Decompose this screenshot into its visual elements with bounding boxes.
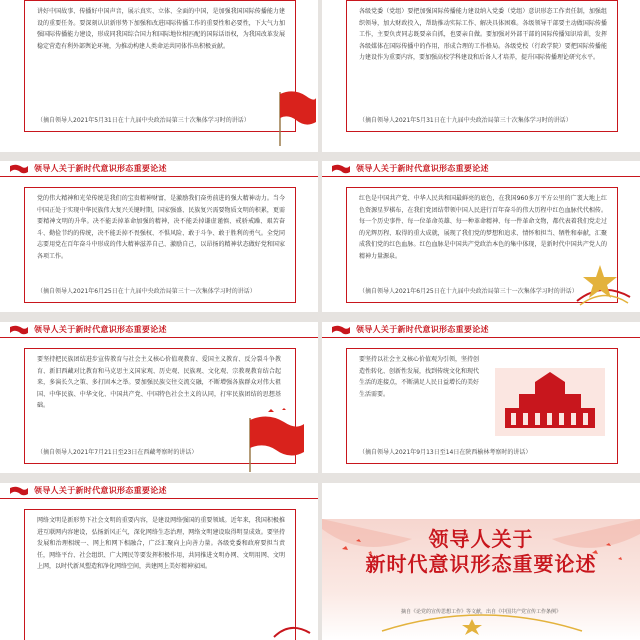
flag-icon: [10, 164, 28, 174]
quote-text: 要坚持以社会主义核心价值观为引领，坚持创造性转化、创新性发展，找到传统文化和现代生活的连接点，不断满足人民日益增长的美好生活需要。: [359, 356, 480, 398]
header-rule: [322, 176, 640, 177]
slide-2[interactable]: [322, 0, 640, 152]
quote-text: 要坚持把民族团结进步宣传教育与社会主义核心价值观教育、爱国主义教育、反分裂斗争教育、新旧西藏对比教育和马克思主义国家观、历史观、民族观、文化观、宗教观教育结合起来，多演长久之策、多打固本之举。要加强民族交往交流交融，不断增强各族群众对伟大祖国、中华民族、中华文化、中国共产党、中国特色社会主义的认同，打牢民族团结的思想基础。: [37, 356, 281, 409]
header-rule: [0, 176, 318, 177]
slide-4[interactable]: [322, 161, 640, 312]
quote-panel: [24, 187, 296, 303]
quote-source: （摘自领导人2021年6月25日在十九届中央政治局第三十一次集体学习时的讲话）: [359, 288, 578, 295]
slide-5[interactable]: [0, 322, 318, 473]
red-flag-icon: [262, 88, 318, 148]
flag-icon: [332, 325, 350, 335]
slide-header: [322, 322, 640, 340]
slide-header: [322, 161, 640, 179]
flag-icon: [10, 325, 28, 335]
ribbon-icon: [272, 615, 312, 640]
quote-panel: [346, 0, 618, 132]
slide-6-footer: [322, 483, 640, 519]
cover-slide[interactable]: [322, 519, 640, 640]
slide-3[interactable]: [0, 161, 318, 312]
quote-source: （摘自领导人2021年7月21日至23日在西藏考察时的讲话）: [37, 449, 198, 456]
star-icon: [572, 261, 632, 311]
quote-text: 网络文明是新形势下社会文明的重要内容，是建设网络强国的重要领域。近年来，我国积极推进互联网内容建设，弘扬新风正气，深化网络生态治理，网络文明建设取得明显成效。要坚持发展和治理相统一、网上和网下相融合，广泛汇聚向上向善力量。各级党委和政府要担当责任，网络平台、社会组织、广大网民等要发挥积极作用，共同推进文明办网、文明用网、文明上网，以时代新风塑造和净化网络空间，共建网上美好精神家园。: [37, 517, 285, 570]
quote-source: （摘自领导人2021年5月31日在十九届中央政治局第三十次集体学习时的讲话）: [359, 117, 572, 124]
slide-title: 领导人关于新时代意识形态重要论述: [356, 325, 489, 334]
slide-title: 领导人关于新时代意识形态重要论述: [34, 164, 167, 173]
quote-source: （摘自领导人2021年9月13日至14日在陕西榆林考察时的讲话）: [359, 449, 532, 456]
quote-text: 各级党委（党组）要把加强国际传播能力建设纳入党委（党组）意识形态工作责任制，加强组织领导，加大财政投入，帮助推动实际工作、解决具体困难。各级领导干部要主动做国际传播工作，主要负责同志既要亲自抓，也要亲自做。要加强对外部干部的国际传播知识培训，发挥各级媒体在国际传播中的作用，形成合理的工作格局。各级党校（行政学院）要把国际传播能力建设作为重要内容，要加强高校学科建设和后备人才培养，提升国际传播理论研究水平。: [359, 8, 607, 61]
slide-title: 领导人关于新时代意识形态重要论述: [34, 325, 167, 334]
quote-text: 讲好中国故事、传播好中国声音，展示真实、立体、全面的中国，是加强我国国际传播能力建设的重要任务。要深刻认识新形势下加强和改进国际传播工作的重要性和必要性，下大气力加强国际传播能力建设，形成同我国综合国力和国际地位相匹配的国际话语权，为我国改革发展稳定营造有利外部舆论环境，为推动构建人类命运共同体作出积极贡献。: [37, 8, 285, 50]
red-flag-icon: [238, 408, 308, 473]
quote-source: （摘自领导人2021年6月25日在十九届中央政治局第三十一次集体学习时的讲话）: [37, 288, 256, 295]
building-icon: [495, 368, 605, 436]
header-rule: [322, 337, 640, 338]
slide-7[interactable]: [0, 483, 318, 640]
cover-title-line-2: 新时代意识形态重要论述: [365, 552, 597, 576]
quote-panel: [24, 0, 296, 132]
slide-1[interactable]: [0, 0, 318, 152]
cover-subtitle: 摘自《论党的宣传思想工作》等文献，出自《中国共产党宣传工作条例》: [400, 609, 561, 615]
quote-source: （摘自领导人2021年5月31日在十九届中央政治局第三十次集体学习时的讲话）: [37, 117, 250, 124]
flag-icon: [10, 486, 28, 496]
slide-header: [0, 322, 318, 340]
quote-text: 红色是中国共产党、中华人民共和国最鲜亮的底色，在我国960多万平方公里的广袤大地上红色资源星罗棋布，在我们党团结带领中国人民进行百年奋斗的伟大历程中红色血脉代代相传。每一个历史事件、每一位革命英雄、每一种革命精神、每一件革命文物，都代表着我们党走过的光辉历程、取得的重大成就，展现了我们党的梦想和追求、情怀和担当、牺牲和奉献，汇聚成我们党的红色血脉。红色血脉是中国共产党政治本色的集中体现，是新时代中国共产党人的精神力量源泉。: [359, 195, 607, 260]
quote-panel: [346, 348, 618, 464]
slide-6[interactable]: [322, 322, 640, 473]
slide-header: [0, 483, 318, 501]
cover-title: [322, 527, 640, 577]
flag-icon: [332, 164, 350, 174]
quote-text: 党的伟大精神和光荣传统是我们的宝贵精神财富，是激励我们奋勇前进的强大精神动力。当今中国正处于实现中华民族伟大复兴关键时期，国家强盛、民族复兴需要物质文明的积累，更需要精神文明的升华。决不能丢掉革命加强的精神，决不能丢掉谦虚谨慎、戒骄戒躁、艰苦奋斗、勤俭节约的传统，决不能丢掉不畏强权、不惧风险、敢于斗争、敢于胜利的勇气。全党同志要用党在百年奋斗中形成的伟大精神滋养自己、激励自己，以昂扬的精神状态做好党和国家各项工作。: [37, 195, 285, 260]
quote-panel: [24, 509, 296, 640]
header-rule: [0, 337, 318, 338]
slide-header: [0, 161, 318, 179]
slide-title: 领导人关于新时代意识形态重要论述: [34, 486, 167, 495]
header-rule: [0, 498, 318, 499]
cover-title-line-1: 领导人关于: [428, 527, 534, 551]
slide-title: 领导人关于新时代意识形态重要论述: [356, 164, 489, 173]
